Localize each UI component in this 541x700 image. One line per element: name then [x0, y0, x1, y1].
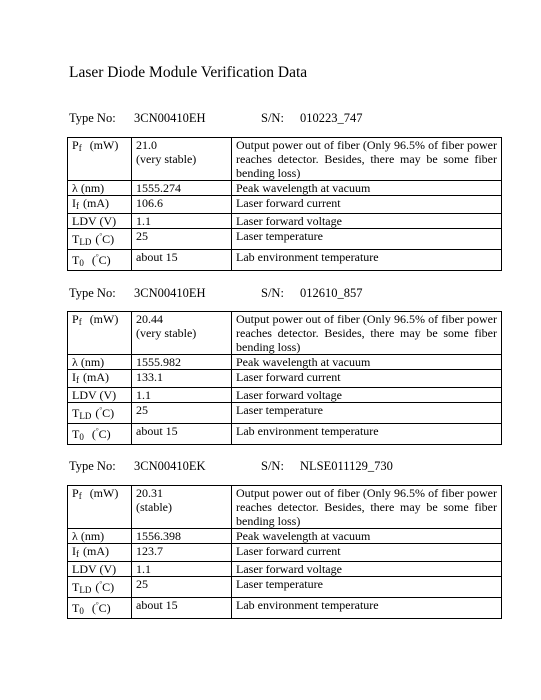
desc-t0: Lab environment temperature	[232, 598, 502, 619]
row-lambda	[68, 529, 502, 544]
param-lambda: λ (nm)	[68, 529, 132, 544]
spec-table-1	[67, 137, 502, 271]
page-title: Laser Diode Module Verification Data	[69, 64, 308, 81]
value-tld: 25	[132, 577, 232, 598]
row-tld	[68, 229, 502, 250]
desc-pf: Output power out of fiber (Only 96.5% of fiber power reaches detector. Besides, there may be some fiber bending loss)	[232, 138, 502, 181]
desc-tld: Laser temperature	[232, 229, 502, 250]
row-pf	[68, 138, 502, 181]
type-no-label: Type No:	[69, 459, 116, 473]
desc-if: Laser forward current	[232, 196, 502, 214]
desc-t0: Lab environment temperature	[232, 250, 502, 271]
desc-t0: Lab environment temperature	[232, 424, 502, 445]
param-if: $I_f$ (mA)	[68, 196, 132, 214]
value-pf: 20.31 (stable)	[132, 486, 232, 529]
sn-label: S/N:	[261, 111, 284, 125]
value-lambda: 1556.398	[132, 529, 232, 544]
spec-table-2	[67, 311, 502, 445]
param-tld: $T_{LD}$ (°C)	[68, 403, 132, 424]
param-ldv: LDV (V)	[68, 214, 132, 229]
param-ldv: LDV (V)	[68, 562, 132, 577]
value-lambda: 1555.982	[132, 355, 232, 370]
param-tld: $T_{LD}$ (°C)	[68, 577, 132, 598]
desc-tld: Laser temperature	[232, 577, 502, 598]
desc-pf: Output power out of fiber (Only 96.5% of fiber power reaches detector. Besides, there may be some fiber bending loss)	[232, 312, 502, 355]
value-lambda: 1555.274	[132, 181, 232, 196]
desc-ldv: Laser forward voltage	[232, 562, 502, 577]
type-no-value: 3CN00410EH	[134, 286, 206, 300]
row-t0	[68, 250, 502, 271]
value-t0: about 15	[132, 598, 232, 619]
row-ldv	[68, 562, 502, 577]
desc-if: Laser forward current	[232, 544, 502, 562]
value-ldv: 1.1	[132, 562, 232, 577]
value-if: 123.7	[132, 544, 232, 562]
row-if	[68, 370, 502, 388]
value-pf: 21.0 (very stable)	[132, 138, 232, 181]
param-t0: $T_0$ (°C)	[68, 250, 132, 271]
value-if: 106.6	[132, 196, 232, 214]
value-ldv: 1.1	[132, 388, 232, 403]
value-if: 133.1	[132, 370, 232, 388]
param-t0: $T_0$ (°C)	[68, 598, 132, 619]
param-if: $I_f$ (mA)	[68, 370, 132, 388]
desc-if: Laser forward current	[232, 370, 502, 388]
param-lambda: λ (nm)	[68, 181, 132, 196]
type-no-value: 3CN00410EH	[134, 111, 206, 125]
spec-table-3	[67, 485, 502, 619]
type-no-label: Type No:	[69, 286, 116, 300]
row-lambda	[68, 181, 502, 196]
value-t0: about 15	[132, 424, 232, 445]
type-no-value: 3CN00410EK	[134, 459, 206, 473]
row-ldv	[68, 388, 502, 403]
desc-lambda: Peak wavelength at vacuum	[232, 181, 502, 196]
desc-lambda: Peak wavelength at vacuum	[232, 529, 502, 544]
value-ldv: 1.1	[132, 214, 232, 229]
sn-value: NLSE011129_730	[300, 459, 393, 473]
row-ldv	[68, 214, 502, 229]
value-tld: 25	[132, 403, 232, 424]
sn-label: S/N:	[261, 459, 284, 473]
row-lambda	[68, 355, 502, 370]
desc-ldv: Laser forward voltage	[232, 214, 502, 229]
param-pf: $P_f$ (mW)	[68, 312, 132, 355]
row-tld	[68, 577, 502, 598]
row-if	[68, 196, 502, 214]
value-t0: about 15	[132, 250, 232, 271]
param-pf: $P_f$ (mW)	[68, 486, 132, 529]
row-if	[68, 544, 502, 562]
row-t0	[68, 424, 502, 445]
param-t0: $T_0$ (°C)	[68, 424, 132, 445]
type-no-label: Type No:	[69, 111, 116, 125]
row-pf	[68, 486, 502, 529]
row-pf	[68, 312, 502, 355]
param-ldv: LDV (V)	[68, 388, 132, 403]
value-tld: 25	[132, 229, 232, 250]
row-tld	[68, 403, 502, 424]
desc-tld: Laser temperature	[232, 403, 502, 424]
sn-label: S/N:	[261, 286, 284, 300]
desc-ldv: Laser forward voltage	[232, 388, 502, 403]
param-lambda: λ (nm)	[68, 355, 132, 370]
param-tld: $T_{LD}$ (°C)	[68, 229, 132, 250]
desc-lambda: Peak wavelength at vacuum	[232, 355, 502, 370]
sn-value: 010223_747	[300, 111, 363, 125]
param-if: $I_f$ (mA)	[68, 544, 132, 562]
sn-value: 012610_857	[300, 286, 363, 300]
row-t0	[68, 598, 502, 619]
value-pf: 20.44 (very stable)	[132, 312, 232, 355]
desc-pf: Output power out of fiber (Only 96.5% of fiber power reaches detector. Besides, there may be some fiber bending loss)	[232, 486, 502, 529]
param-pf: $P_f$ (mW)	[68, 138, 132, 181]
